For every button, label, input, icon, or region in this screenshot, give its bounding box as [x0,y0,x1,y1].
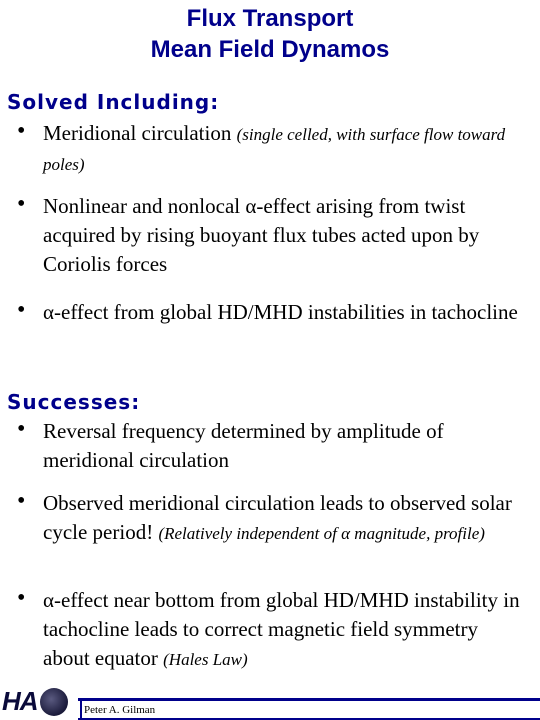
bullet-dot-icon: • [17,191,26,217]
solved-heading: Solved Including: [7,90,220,114]
title-line-1: Flux Transport [186,5,354,32]
successes-bullet-3 [0,586,540,674]
bullet-text: Observed meridional circulation leads to observed solar cycle period! [43,491,512,544]
bullet-dot-icon: • [17,416,26,442]
footer-divider [80,698,82,720]
footer-rule-top [78,698,540,701]
bullet-dot-icon: • [17,297,26,323]
bullet-text: α-effect from global HD/MHD instabilities in tachocline [43,300,518,324]
author-name: Peter A. Gilman [84,704,156,716]
slide-title [0,3,540,65]
bullet-note: (Hales Law) [163,650,248,669]
successes-heading: Successes: [7,390,141,414]
bullet-note: (Relatively independent of α magnitude, profile) [158,524,485,543]
hao-logo [0,684,78,720]
bullet-dot-icon: • [17,488,26,514]
bullet-text: α-effect near bottom from global HD/MHD instability in tachocline leads to correct magnetic field symmetry about equator [43,588,520,670]
title-line-2: Mean Field Dynamos [150,36,390,63]
bullet-note: (single celled, with surface flow toward poles) [43,125,506,174]
bullet-text: Meridional circulation [43,121,237,145]
bullet-text: Nonlinear and nonlocal α-effect arising from twist acquired by rising buoyant flux tubes acted upon by Coriolis forces [43,194,480,276]
solved-bullet-3 [0,298,540,327]
bullet-text: Reversal frequency determined by amplitude of meridional circulation [43,419,444,472]
solved-bullet-1 [0,119,540,179]
bullet-dot-icon: • [17,118,26,144]
successes-bullet-2 [0,489,540,548]
footer [0,684,540,720]
logo-text: HA [2,686,38,716]
bullet-dot-icon: • [17,585,26,611]
successes-bullet-1 [0,417,540,475]
solved-bullet-2 [0,192,540,279]
sun-icon [40,688,68,716]
